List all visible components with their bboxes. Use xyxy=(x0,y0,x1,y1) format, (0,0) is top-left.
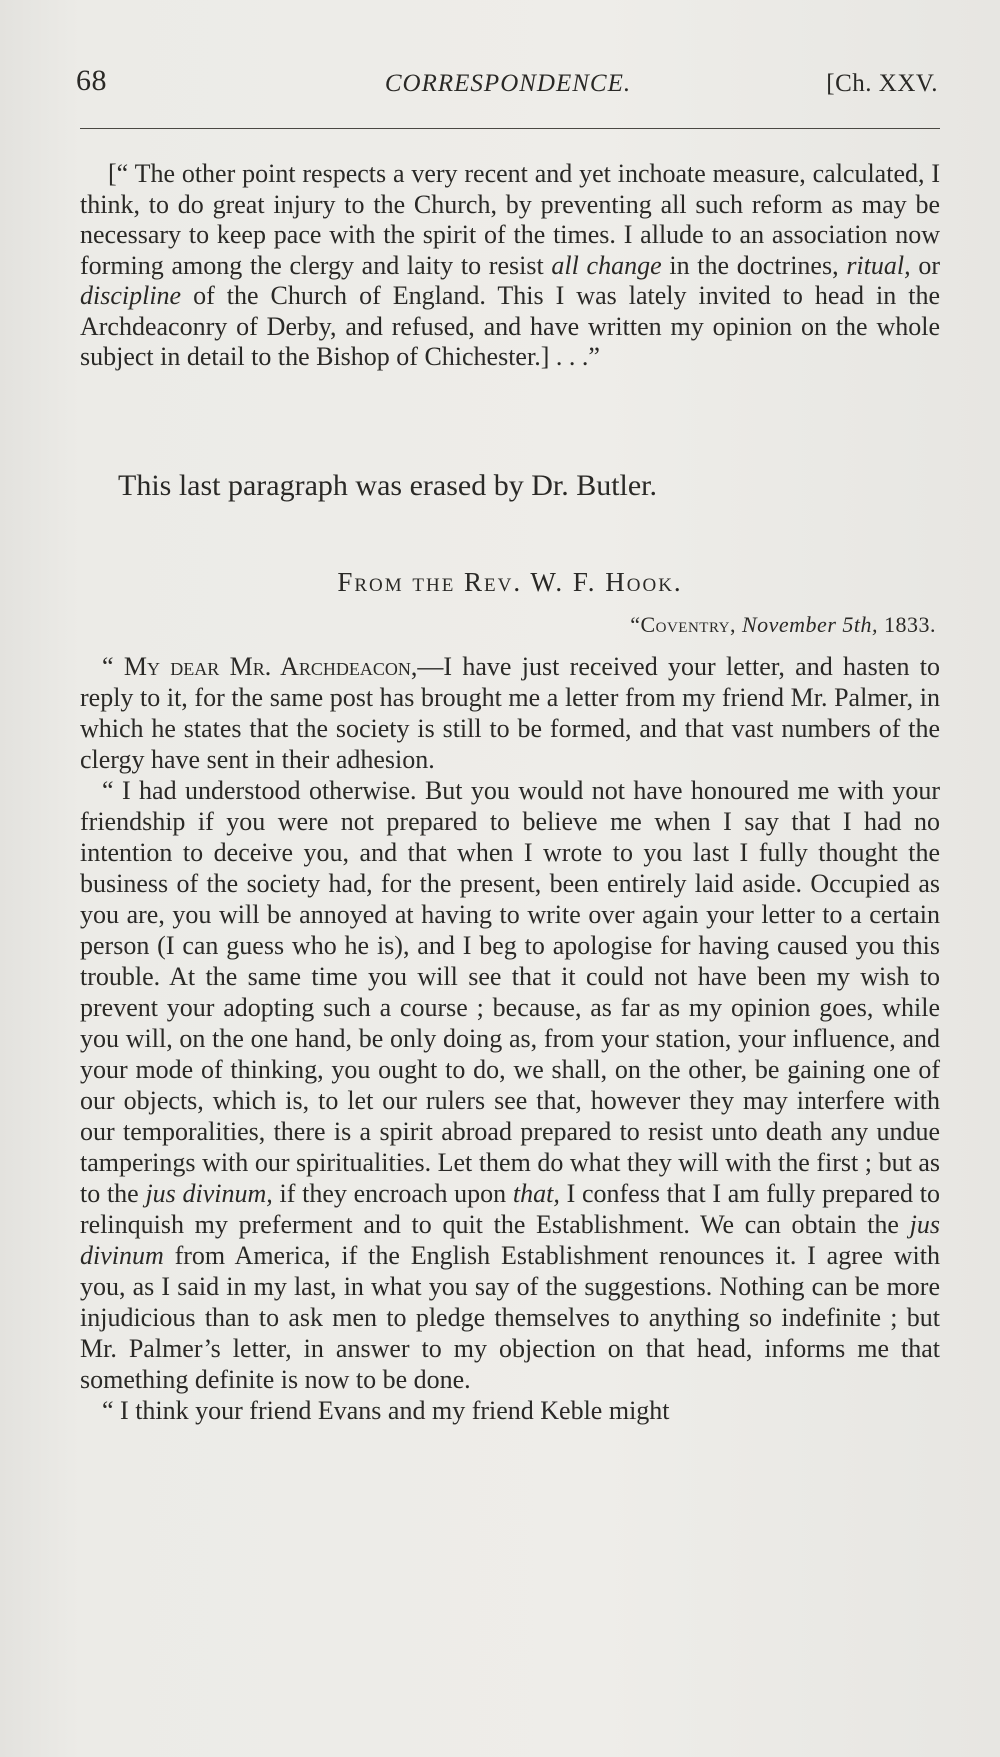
letter-text: I confess that I am fully prepared to relinquish my preferment and to quit the Establishment. We can obtain the xyxy=(80,1179,940,1239)
letter-salutation: “ My dear Mr. Archdeacon, xyxy=(102,652,418,681)
excerpt-emphasis: ritual, xyxy=(846,250,911,280)
excerpt-emphasis: all change xyxy=(551,250,662,280)
excerpt-text: in the doctrines, xyxy=(661,250,847,280)
letter-heading: From the Rev. W. F. Hook. xyxy=(337,567,683,597)
letter-paragraph xyxy=(80,651,940,775)
letter-text: —I have just received your letter, and hasten to reply to it, for the same post has brought me a letter from my friend Mr. Palmer, in which he states that the society is still to be formed, and that vast numbers of the clergy have sent in their adhesion. xyxy=(80,652,940,774)
letter-emphasis: jus divinum, xyxy=(145,1179,273,1208)
letter-body xyxy=(80,651,940,1426)
dateline-place: “Coventry, xyxy=(630,612,736,637)
dateline-date: November 5th, xyxy=(741,612,878,637)
excerpt-text: [“ The other point respects a very recent and yet inchoate measure, calculated, I think, to do great injury to the Church, by preventing all such reform as may be necessary to keep pace with the spirit of the times. I allude to an association now forming among the clergy and laity to resist xyxy=(80,159,940,280)
excerpt-paragraph xyxy=(80,159,940,373)
chapter-reference: [Ch. XXV. xyxy=(826,70,938,97)
page-header xyxy=(76,64,940,108)
letter-text: if they encroach upon xyxy=(272,1179,513,1208)
letter-emphasis: jus divinum xyxy=(80,1210,940,1270)
letter-paragraph: “ I think your friend Evans and my friend Keble might xyxy=(102,1396,670,1425)
bracketed-letter-excerpt xyxy=(80,159,940,373)
page-number: 68 xyxy=(76,64,107,97)
dateline-year: 1833. xyxy=(884,612,936,637)
letter-emphasis: that, xyxy=(512,1179,560,1208)
editorial-note: This last paragraph was erased by Dr. Butler. xyxy=(118,469,658,502)
letter-paragraph xyxy=(80,775,940,1395)
excerpt-emphasis: discipline xyxy=(80,281,182,310)
letter-text: “ I had understood otherwise. But you would not have honoured me with your friendship if you were not prepared to believe me when I say that I had no intention to deceive you, and that when I wrote to you last I fully thought the business of the society had, for the present, been entirely laid aside. Occupied as you are, you will be annoyed at having to write over again your letter to a certain person (I can guess who he is), and I beg to apologise for having caused you this trouble. At the same time you will see that it could not have been my wish to prevent your adopting such a course ; because, as far as my opinion goes, while you will, on the one hand, be only doing as, from your station, your influence, and your mode of thinking, you ought to do, we shall, on the other, be gaining one of our objects, which is, to let our rulers see that, however they may interfere with our temporalities, there is a spirit abroad prepared to resist unto death any undue tamperings with our spiritualities. Let them do what they will with the first ; but as to the xyxy=(80,776,940,1208)
letter-text: from America, if the English Establishment renounces it. I agree with you, as I said in my last, in what you say of the suggestions. Nothing can be more injudicious than to ask men to pledge themselves to anything so indefinite ; but Mr. Palmer’s letter, in answer to my objection on that head, informs me that something definite is now to be done. xyxy=(80,1241,940,1394)
excerpt-text: of the Church of England. This I was lately invited to head in the Archdeaconry of Derby, and refused, and have written my opinion on the whole subject in detail to the Bishop of Chichester.] . . .” xyxy=(80,281,940,371)
excerpt-text: or xyxy=(910,250,940,280)
header-rule xyxy=(80,128,940,129)
running-title: CORRESPONDENCE. xyxy=(384,70,632,97)
letter-dateline xyxy=(630,612,936,638)
